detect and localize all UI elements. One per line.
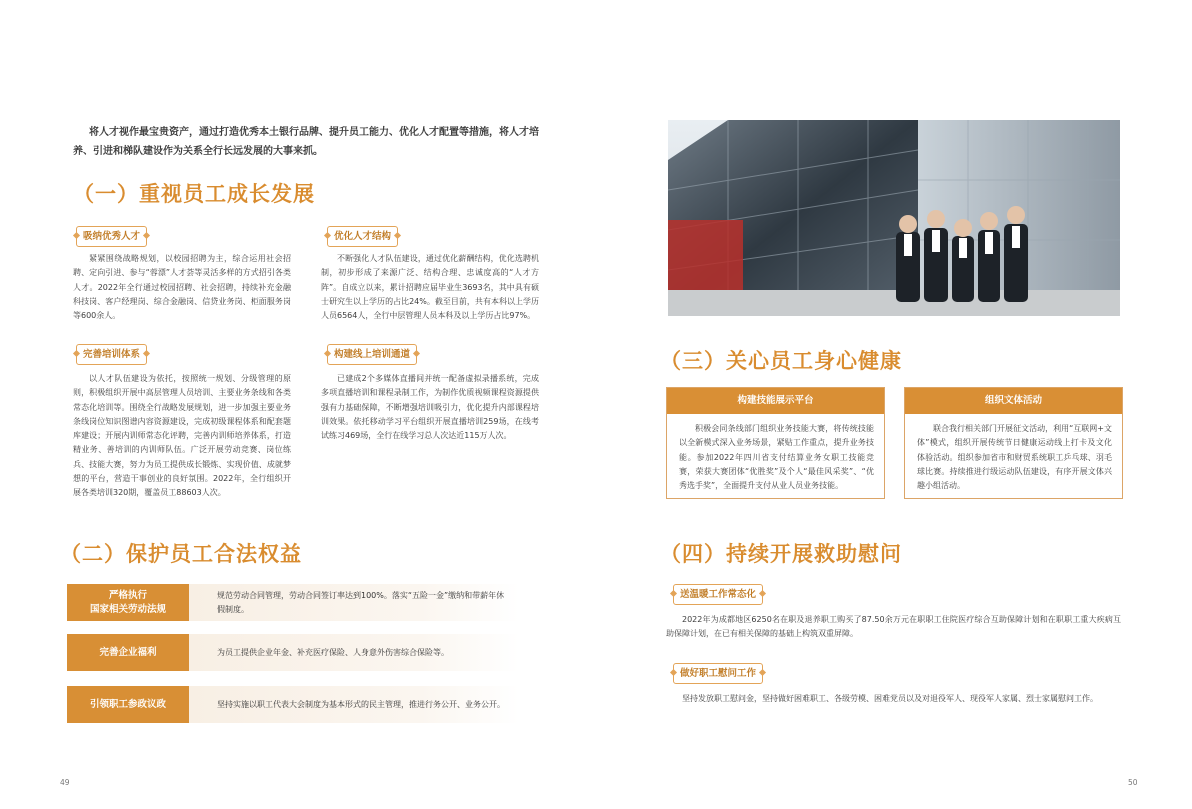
training-system-text: 以人才队伍建设为依托，按照统一规划、分级管理的原则，积极组织开展中高层管理人员培训、主要业务条线和各类常态化培训等。围绕全行战略发展规划，进一步加强主要业务条线岗位知识图谱内容资源建设，完成初级课程体系和配套题库建设；开展内训师常态化评聘，完善内训师培养体系，打造精业务、善培训的内训师队伍。广泛开展劳动竞赛、岗位练兵、技能大赛，努力为员工提供成长锻炼、实现价值、成就梦想的平台，营造干事创业的良好氛围。2022年，全行组织开展各类培训320期，覆盖员工88603人次。 (73, 374, 291, 498)
rights-row-3-label: 引领职工参政议政 (67, 686, 189, 723)
card-skills-platform (666, 387, 885, 499)
card-sports-activities (904, 387, 1123, 499)
rights-row-2-label: 完善企业福利 (67, 634, 189, 671)
section2-title: （二）保护员工合法权益 (60, 542, 302, 566)
card-sports-activities-title: 组织文体活动 (905, 388, 1122, 414)
card-skills-platform-text: 积极会同条线部门组织业务技能大赛，将传统技能以全新模式深入业务场景，紧贴工作重点，提升业务技能。参加2022年四川省支付结算业务女职工技能竞赛，荣获大赛团体“优胜奖”及个人“最佳风采奖”、“优秀选手奖”，全面提升支付从业人员业务技能。 (679, 424, 874, 491)
tag-warmth-regular: 送温暖工作常态化 (673, 584, 763, 605)
rights-row-1-text: 规范劳动合同管理，劳动合同签订率达到100%。落实“五险一金”缴纳和带薪年休假制度。 (189, 584, 519, 621)
team-photo-illustration (668, 120, 1120, 316)
section4-title: （四）持续开展救助慰问 (660, 542, 902, 566)
tag-attract-talent: 吸纳优秀人才 (76, 226, 147, 247)
page-number-right: 50 (1128, 778, 1138, 787)
team-photo (668, 120, 1120, 316)
online-training-text: 已建成2个多媒体直播间并统一配备虚拟录播系统，完成多项直播培训和课程录制工作，为制作优质视频课程资源提供强有力基础保障，不断增强培训吸引力，优化提升内部课程培训效果。依托移动学习平台组织开展直播培训259场，在线考试练习469场，全行在线学习总人次达近115万人次。 (321, 374, 539, 441)
section1-title: （一）重视员工成长发展 (73, 182, 315, 206)
rights-row-2-text: 为员工提供企业年金、补充医疗保险、人身意外伤害综合保险等。 (189, 634, 519, 671)
tag-optimize-structure: 优化人才结构 (327, 226, 398, 247)
condolence-text: 坚持发放职工慰问金，坚持做好困难职工、各级劳模、困难党员以及对退役军人、现役军人家属、烈士家属慰问工作。 (682, 694, 1098, 703)
tag-condolence: 做好职工慰问工作 (673, 663, 763, 684)
section3-title: （三）关心员工身心健康 (660, 349, 902, 373)
rights-row-3-text: 坚持实施以职工代表大会制度为基本形式的民主管理，推进行务公开、业务公开。 (189, 686, 519, 723)
intro-paragraph: 将人才视作最宝贵资产，通过打造优秀本土银行品牌、提升员工能力、优化人才配置等措施，将人才培养、引进和梯队建设作为关系全行长远发展的大事来抓。 (73, 127, 539, 157)
card-skills-platform-title: 构建技能展示平台 (667, 388, 884, 414)
rights-row-1-label: 严格执行 国家相关劳动法规 (67, 584, 189, 621)
tag-training-system: 完善培训体系 (76, 344, 147, 365)
attract-talent-text: 紧紧围绕战略规划，以校园招聘为主，综合运用社会招聘、定向引进、参与“蓉漂”人才荟等灵活多样的方式招引各类人才。2022年全行通过校园招聘、社会招聘，持续补充金融科技岗、客户经理岗、综合金融岗、信贷业务岗、柜面服务岗等600余人。 (73, 254, 291, 321)
page-number-left: 49 (60, 778, 70, 787)
optimize-structure-text: 不断强化人才队伍建设，通过优化薪酬结构，优化选聘机制，初步形成了来源广泛、结构合理、忠诚度高的“人才方阵”。自成立以来，累计招聘应届毕业生3693名，其中具有硕士研究生以上学历的占比24%。截至目前，共有本科以上学历人员6564人，全行中层管理人员本科及以上学历占比97%。 (321, 254, 539, 321)
warmth-regular-text: 2022年为成都地区6250名在职及退养职工购买了87.50余万元在职职工住院医疗综合互助保障计划和在职职工重大疾病互助保障计划，在已有相关保障的基础上构筑双重屏障。 (666, 615, 1121, 639)
card-sports-activities-text: 联合我行相关部门开展征文活动，利用“互联网+文体”模式，组织开展传统节日健康运动线上打卡及文化体验活动。组织参加省市和财贸系统职工乒乓球、羽毛球比赛。持续推进行级运动队伍建设，有序开展文体兴趣小组活动。 (917, 424, 1112, 491)
tag-online-training: 构建线上培训通道 (327, 344, 417, 365)
